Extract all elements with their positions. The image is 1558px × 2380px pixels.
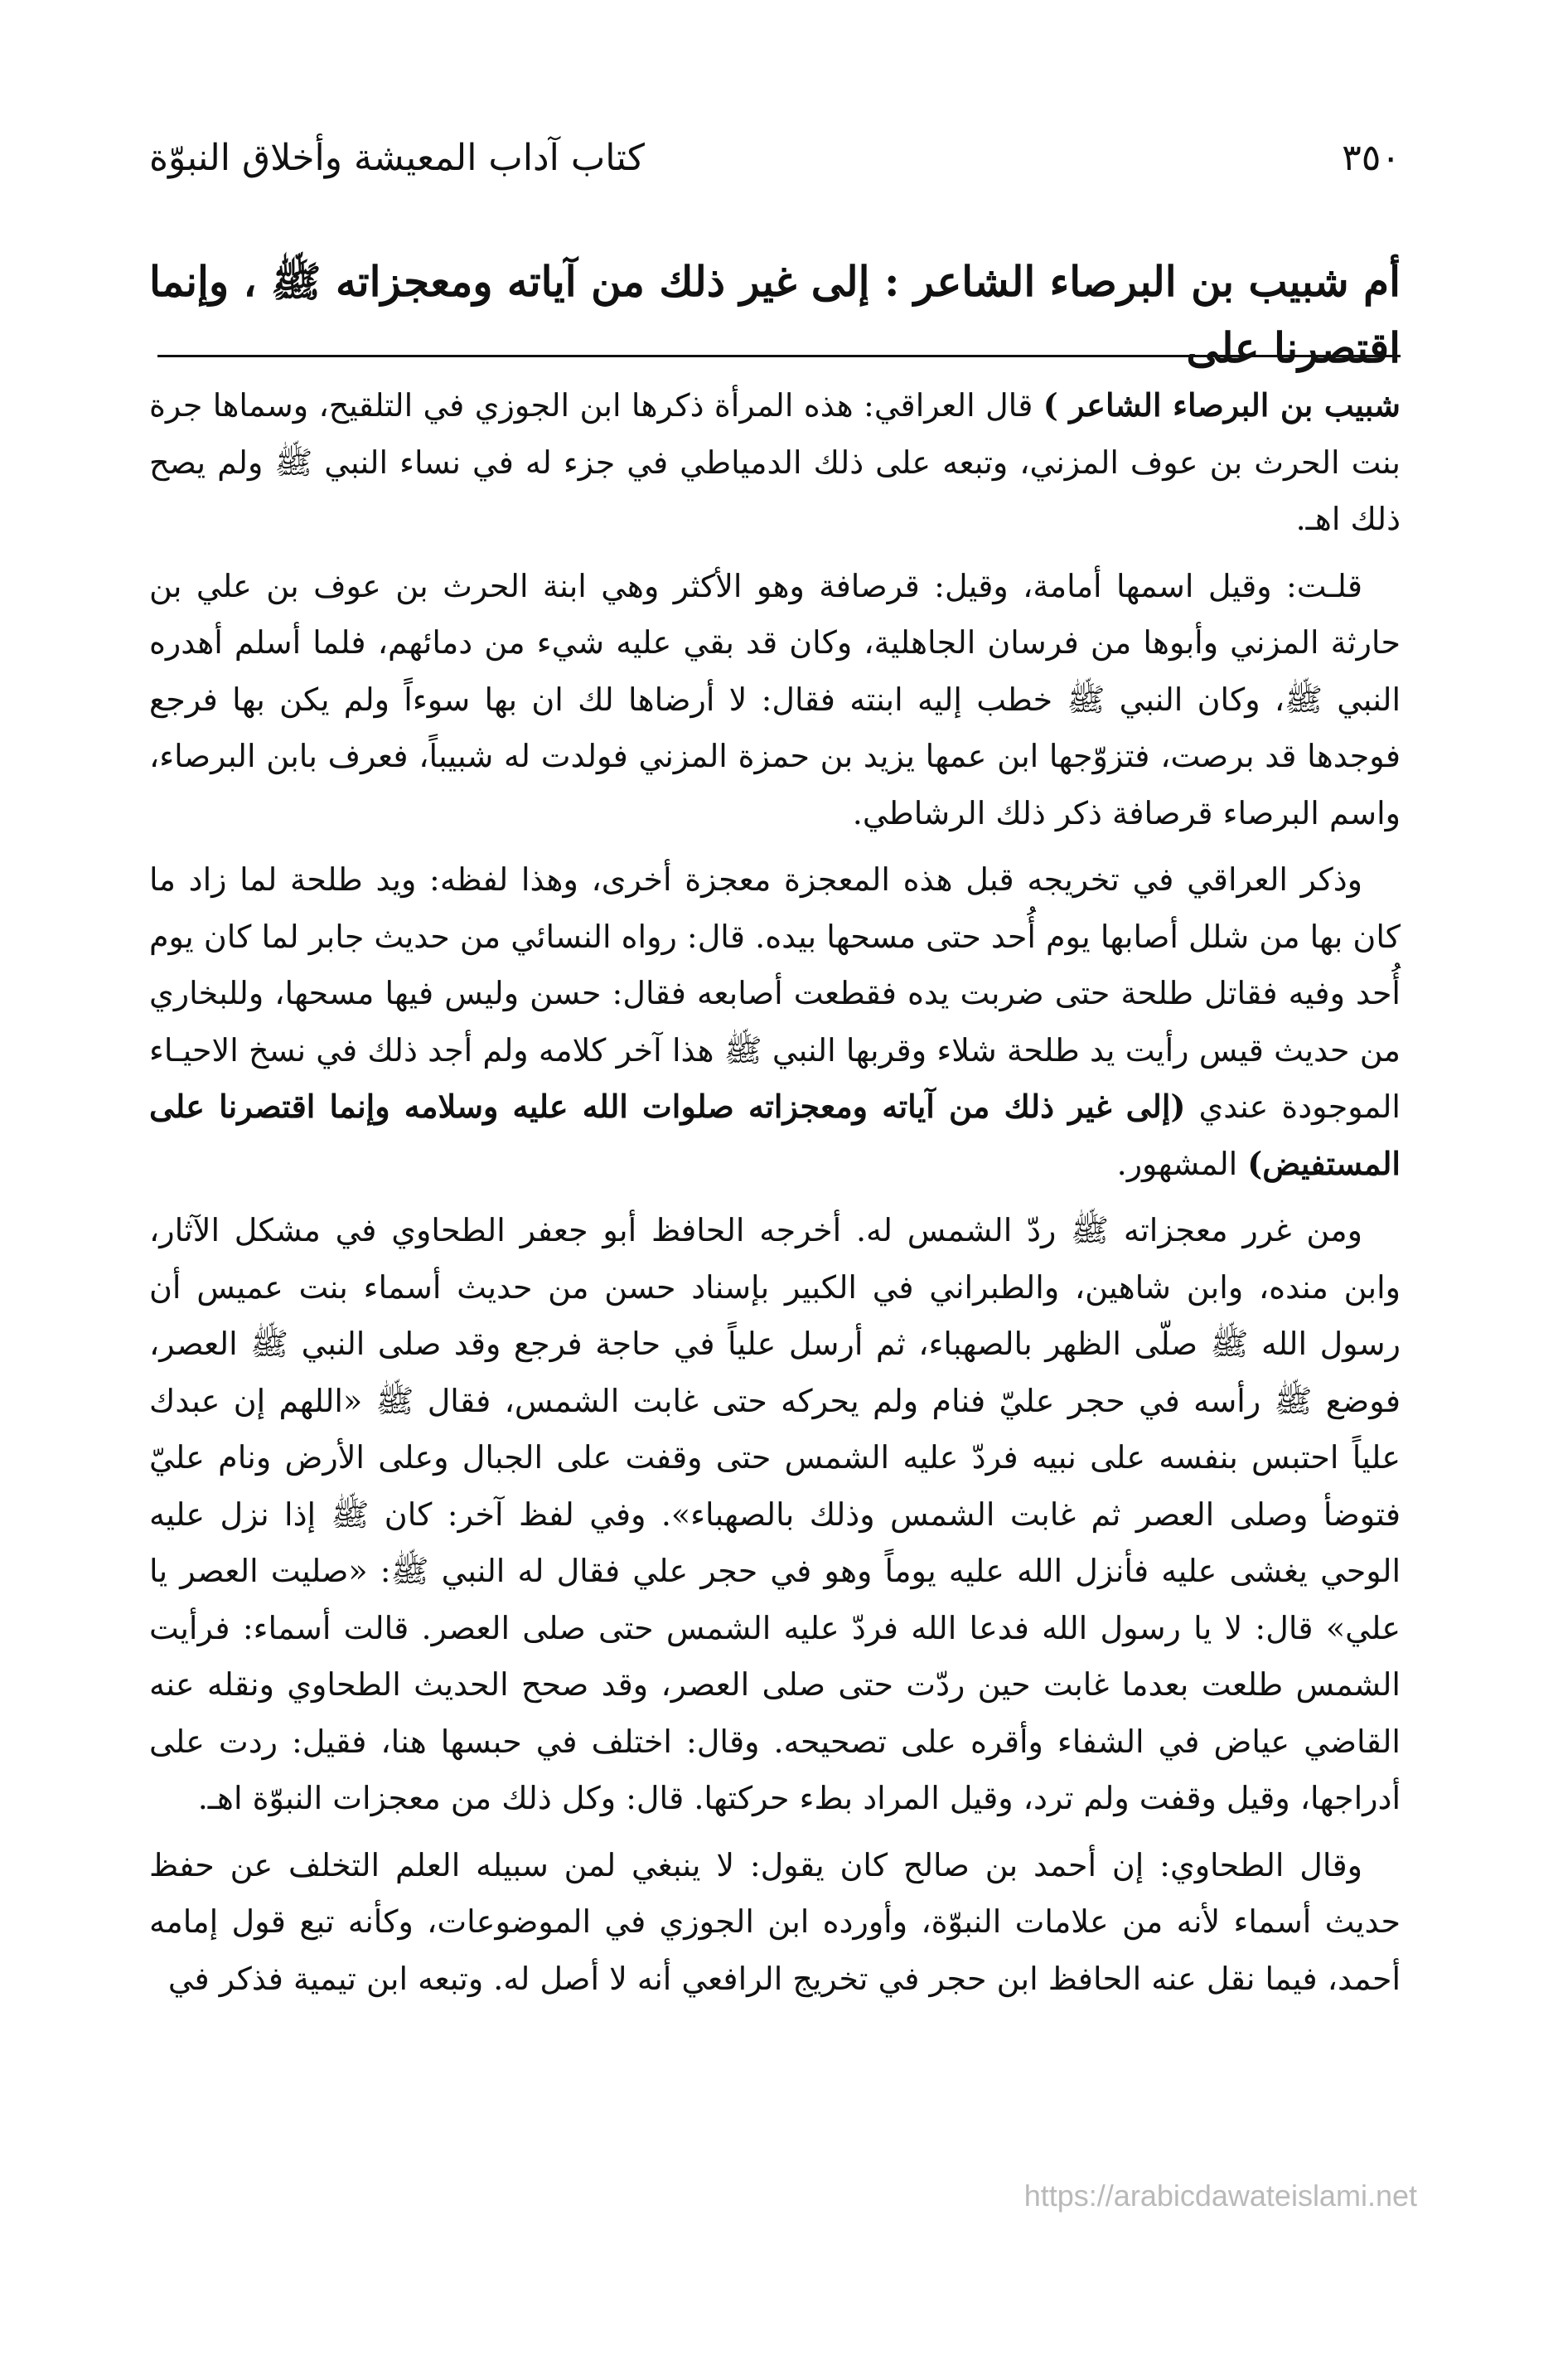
footnote-divider [157,355,1401,357]
paragraph-text: وذكر العراقي في تخريجه قبل هذه المعجزة معجزة أخرى، وهذا لفظه: ويد طلحة لما زاد ما كان بها من شلل أصابها يوم أُحد حتى مسحها بيده. قال: رواه النسائي من حديث جابر لما كان يوم أُحد وفيه فقاتل طلحة حتى ضربت يده فقطعت أصابعه فقال: حسن وليس فيها مسحها، وللبخاري من حديث قيس رأيت يد طلحة شلاء وقربها النبي ﷺ هذا آخر كلامه ولم أجد ذلك في نسخ الاحيـاء الموجودة عندي [149,861,1401,1125]
running-title: كتاب آداب المعيشة وأخلاق النبوّة [149,136,645,179]
commentary-paragraph-4: ومن غرر معجزاته ﷺ ردّ الشمس له. أخرجه الحافظ أبو جعفر الطحاوي في مشكل الآثار، وابن منده، وابن شاهين، والطبراني في الكبير بإسناد حسن من حديث أسماء بنت عميس أن رسول الله ﷺ صلّى الظهر بالصهباء، ثم أرسل علياً في حاجة فرجع وقد صلى النبي ﷺ العصر، فوضع ﷺ رأسه في حجر عليّ فنام ولم يحركه حتى غابت الشمس، فقال ﷺ «اللهم إن عبدك علياً احتبس بنفسه على نبيه فردّ عليه الشمس حتى وقفت على الجبال وعلى الأرض ونام عليّ فتوضأ وصلى العصر ثم غابت الشمس وذلك بالصهباء». وفي لفظ آخر: كان ﷺ إذا نزل عليه الوحي يغشى عليه فأنزل الله عليه يوماً وهو في حجر علي فقال له النبي ﷺ: «صليت العصر يا علي» قال: لا يا رسول الله فدعا الله فردّ عليه الشمس حتى صلى العصر. قالت أسماء: فرأيت الشمس طلعت بعدما غابت حين ردّت حتى صلى العصر، وقد صحح الحديث الطحاوي ونقله عنه القاضي عياض في الشفاء وأقره على تصحيحه. وقال: اختلف في حبسها هنا، فقيل: ردت على أدراجها، وقيل وقفت ولم ترد، وقيل المراد بطء حركتها. قال: وكل ذلك من معجزات النبوّة اهـ. [149,1212,1401,1816]
commentary-block [149,377,1401,2017]
commentary-paragraph-5: وقال الطحاوي: إن أحمد بن صالح كان يقول: لا ينبغي لمن سبيله العلم التخلف عن حفظ حديث أسماء لأنه من علامات النبوّة، وأورده ابن الجوزي في الموضوعات، وكأنه تبع قول إمامه أحمد، فيما نقل عنه الحافظ ابن حجر في تخريج الرافعي أنه لا أصل له. وتبعه ابن تيمية فذكر في [149,1846,1401,1997]
main-text: أم شبيب بن البرصاء الشاعر : إلى غير ذلك من آياته ومعجزاته ﷺ ، وإنما اقتصرنا على [149,257,1401,372]
quoted-lemma: (إلى غير ذلك من آياته ومعجزاته صلوات الله عليه وسلامه وإنما اقتصرنا على المستفيض) [149,1088,1401,1182]
commentary-paragraph-2: قلـت: وقيل اسمها أمامة، وقيل: قرصافة وهو الأكثر وهي ابنة الحرث بن عوف بن علي بن حارثة المزني وأبوها من فرسان الجاهلية، وكان قد بقي عليه شيء من دمائهم، فلما أسلم أهدره النبي ﷺ، وكان النبي ﷺ خطب إليه ابنته فقال: لا أرضاها لك ان بها سوءاً ولم يكن بها فرجع فوجدها قد برصت، فتزوّجها ابن عمها يزيد بن حمزة المزني فولدت له شبيباً، فعرف بابن البرصاء، واسم البرصاء قرصافة ذكر ذلك الرشاطي. [149,567,1401,831]
watermark-url: https://arabicdawateislami.net [1023,2179,1417,2213]
commentary-paragraph-3 [149,851,1401,1192]
paragraph-tail: المشهور. [1116,1145,1248,1182]
quoted-lemma: شبيب بن البرصاء الشاعر ) [1043,386,1401,424]
commentary-paragraph-1 [149,377,1401,548]
page-header [149,124,1401,191]
page-number: ٣٥٠ [1342,136,1401,179]
paragraph-text: قال العراقي: هذه المرأة ذكرها ابن الجوزي في التلقيح، وسماها جرة بنت الحرث بن عوف المزني، وتبعه على ذلك الدمياطي في جزء له في نساء النبي ﷺ ولم يصح ذلك اهـ. [149,387,1401,537]
